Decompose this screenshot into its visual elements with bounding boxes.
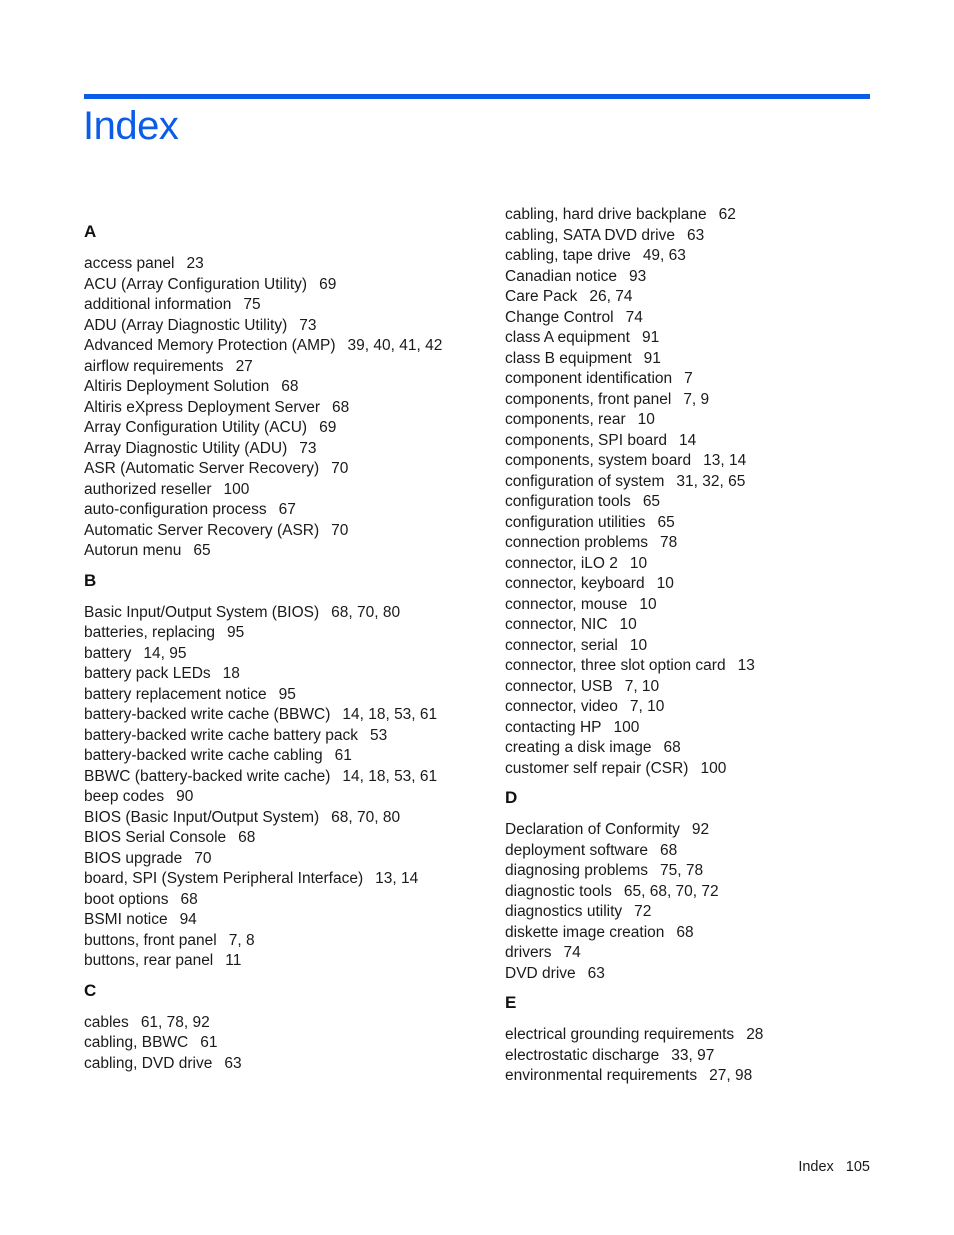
page-title: Index [83, 104, 179, 148]
entry-term: beep codes [84, 788, 165, 805]
entry-pages[interactable]: 90 [176, 788, 194, 805]
entry-pages[interactable]: 65 [193, 542, 211, 559]
entry-pages[interactable]: 7, 8 [228, 931, 255, 949]
index-entry [84, 787, 464, 808]
index-entry [84, 951, 464, 972]
entry-term: creating a disk image [505, 739, 652, 756]
entry-term: battery-backed write cache (BBWC) [84, 706, 331, 723]
entry-pages[interactable]: 63 [224, 1054, 242, 1072]
entry-pages[interactable]: 73 [299, 439, 317, 457]
entry-pages[interactable]: 18 [222, 665, 240, 682]
index-entry [505, 308, 885, 329]
index-entry [84, 623, 464, 644]
index-entry [84, 808, 464, 829]
index-entry [84, 664, 464, 685]
index-entry [505, 1046, 885, 1067]
entry-pages[interactable]: 13 [737, 657, 755, 674]
index-entry [84, 254, 464, 275]
index-entry [84, 316, 464, 337]
index-entry [505, 451, 885, 472]
entry-pages[interactable]: 10 [639, 595, 657, 613]
index-entry [84, 869, 464, 890]
entry-pages[interactable]: 65, 68, 70, 72 [623, 882, 719, 900]
entry-term: configuration tools [505, 493, 631, 510]
entry-term: Altiris eXpress Deployment Server [84, 398, 321, 416]
index-entry [505, 738, 885, 759]
page-number: 105 [845, 1159, 870, 1175]
entry-pages[interactable]: 91 [643, 349, 661, 367]
entry-term: Basic Input/Output System (BIOS) [84, 603, 320, 621]
entry-pages[interactable]: 10 [629, 554, 648, 572]
index-entries [84, 1013, 464, 1075]
index-entry [84, 480, 464, 501]
entry-pages[interactable]: 61 [334, 747, 352, 764]
entry-pages[interactable]: 95 [226, 624, 245, 641]
entry-term: environmental requirements [505, 1067, 698, 1084]
entry-pages[interactable]: 95 [278, 685, 296, 703]
entry-term: BIOS upgrade [84, 849, 183, 867]
index-entry [84, 890, 464, 911]
entry-term: Autorun menu [84, 542, 182, 559]
entry-term: connector, mouse [505, 595, 628, 613]
entry-pages[interactable]: 39, 40, 41, 42 [347, 337, 443, 354]
index-entry [84, 521, 464, 542]
index-entry [84, 828, 464, 849]
entry-term: diskette image creation [505, 923, 665, 941]
index-entry [505, 226, 885, 247]
entry-term: components, system board [505, 452, 692, 469]
index-entry [505, 349, 885, 370]
entry-term: ACU (Array Configuration Utility) [84, 275, 308, 293]
entry-pages[interactable]: 91 [641, 329, 660, 346]
entry-pages[interactable]: 14, 95 [143, 644, 187, 662]
index-entry [84, 275, 464, 296]
entry-term: cabling, BBWC [84, 1034, 189, 1051]
entry-term: Advanced Memory Protection (AMP) [84, 337, 336, 354]
index-entry [84, 849, 464, 870]
index-entry [505, 287, 885, 308]
index-section [84, 571, 464, 972]
page-footer [798, 1157, 870, 1177]
entry-pages[interactable]: 68 [663, 739, 681, 756]
entry-pages[interactable]: 68 [660, 841, 678, 859]
index-entry [505, 697, 885, 718]
entry-pages[interactable]: 63 [587, 964, 605, 982]
entry-term: battery pack LEDs [84, 665, 211, 682]
entry-pages[interactable]: 14 [679, 431, 697, 449]
entry-pages[interactable]: 28 [746, 1026, 764, 1043]
title-rule [84, 94, 870, 99]
entry-term: BBWC (battery-backed write cache) [84, 767, 331, 785]
entry-pages[interactable]: 14, 18, 53, 61 [342, 706, 438, 723]
entry-pages[interactable]: 7, 10 [624, 677, 660, 695]
entry-term: DVD drive [505, 964, 576, 982]
entry-pages[interactable]: 100 [613, 718, 640, 736]
entry-pages[interactable]: 65 [642, 493, 661, 510]
index-entries [84, 603, 464, 972]
entry-pages[interactable]: 70 [194, 849, 212, 867]
entry-pages[interactable]: 75, 78 [660, 862, 704, 879]
index-entry [84, 705, 464, 726]
entry-pages[interactable]: 10 [629, 636, 648, 654]
index-section [505, 205, 885, 779]
entry-pages[interactable]: 61 [200, 1034, 218, 1051]
entry-term: cabling, hard drive backplane [505, 206, 707, 223]
index-entry [505, 1025, 885, 1046]
entry-pages[interactable]: 94 [179, 911, 197, 928]
entry-pages[interactable]: 73 [299, 316, 317, 334]
entry-pages[interactable]: 74 [625, 308, 643, 326]
index-entry [505, 923, 885, 944]
entry-term: diagnosing problems [505, 862, 649, 879]
entry-pages[interactable]: 10 [656, 575, 674, 592]
entry-term: BIOS (Basic Input/Output System) [84, 808, 320, 826]
index-entries [505, 820, 885, 984]
entry-term: configuration of system [505, 472, 665, 490]
index-entry [505, 390, 885, 411]
entry-term: contacting HP [505, 718, 602, 736]
index-entry [505, 943, 885, 964]
entry-pages[interactable]: 33, 97 [671, 1046, 715, 1064]
index-entry [84, 377, 464, 398]
entry-term: components, front panel [505, 390, 672, 408]
entry-term: cables [84, 1013, 129, 1031]
entry-term: Care Pack [505, 288, 578, 305]
entry-term: airflow requirements [84, 357, 224, 375]
entry-term: buttons, front panel [84, 931, 217, 949]
index-entry [84, 439, 464, 460]
entry-term: Automatic Server Recovery (ASR) [84, 521, 320, 539]
entry-pages[interactable]: 68, 70, 80 [331, 603, 401, 621]
index-entry [505, 246, 885, 267]
entry-pages[interactable]: 53 [369, 726, 388, 744]
entry-term: connector, NIC [505, 616, 608, 633]
entry-pages[interactable]: 11 [225, 952, 242, 969]
index-entry [505, 328, 885, 349]
entry-term: connector, USB [505, 677, 613, 695]
index-column-left [84, 222, 464, 1083]
entry-pages[interactable]: 68 [676, 923, 694, 941]
index-entry [505, 902, 885, 923]
entry-pages[interactable]: 14, 18, 53, 61 [342, 767, 438, 785]
entry-term: drivers [505, 944, 552, 961]
index-section [505, 993, 885, 1087]
entry-term: Canadian notice [505, 267, 618, 285]
index-entry [505, 205, 885, 226]
entry-pages[interactable]: 68 [332, 398, 350, 416]
entry-pages[interactable]: 10 [637, 411, 655, 428]
index-entry [505, 595, 885, 616]
index-entry [505, 410, 885, 431]
section-letter: B [84, 570, 97, 590]
index-entry [84, 541, 464, 562]
entry-term: component identification [505, 370, 673, 387]
index-entries [505, 1025, 885, 1087]
index-entry [505, 759, 885, 780]
entry-term: components, rear [505, 411, 626, 428]
entry-pages[interactable]: 67 [278, 501, 296, 518]
entry-pages[interactable]: 27, 98 [709, 1067, 753, 1084]
index-entry [505, 882, 885, 903]
index-entry [84, 931, 464, 952]
entry-pages[interactable]: 7 [684, 370, 693, 387]
entry-pages[interactable]: 100 [223, 480, 250, 498]
index-entries [84, 254, 464, 562]
entry-pages[interactable]: 75 [243, 296, 261, 313]
index-section [505, 788, 885, 984]
entry-term: battery-backed write cache battery pack [84, 726, 358, 744]
index-entry [84, 459, 464, 480]
entry-term: connector, video [505, 698, 618, 715]
index-section [84, 222, 464, 562]
entry-term: BSMI notice [84, 911, 168, 928]
entry-term: electrical grounding requirements [505, 1026, 735, 1043]
entry-pages[interactable]: 7, 9 [683, 390, 710, 408]
entry-pages[interactable]: 68 [180, 890, 198, 908]
entry-term: battery replacement notice [84, 685, 267, 703]
entry-term: ASR (Automatic Server Recovery) [84, 460, 320, 477]
entry-term: additional information [84, 296, 232, 313]
entry-pages[interactable]: 69 [319, 275, 337, 293]
entry-term: battery [84, 644, 132, 662]
entry-term: ADU (Array Diagnostic Utility) [84, 316, 288, 334]
section-letter: C [84, 980, 97, 1000]
entry-pages[interactable]: 13, 14 [375, 870, 419, 887]
index-entry [505, 677, 885, 698]
entry-term: cabling, SATA DVD drive [505, 226, 675, 244]
index-entry [84, 398, 464, 419]
index-entry [505, 267, 885, 288]
index-entry [84, 500, 464, 521]
entry-pages[interactable]: 92 [691, 821, 710, 838]
index-entry [84, 357, 464, 378]
index-entry [505, 431, 885, 452]
entry-term: diagnostic tools [505, 882, 612, 900]
entry-term: auto-configuration process [84, 501, 267, 518]
index-entry [84, 644, 464, 665]
index-entry [505, 656, 885, 677]
entry-pages[interactable]: 78 [660, 534, 678, 551]
index-entry [505, 861, 885, 882]
entry-term: BIOS Serial Console [84, 829, 227, 846]
index-entry [505, 574, 885, 595]
index-section [84, 981, 464, 1075]
entry-pages[interactable]: 68 [238, 829, 256, 846]
index-entry [84, 1013, 464, 1034]
section-letter: A [84, 222, 97, 241]
entry-term: connector, serial [505, 636, 618, 654]
entry-term: authorized reseller [84, 480, 212, 498]
entry-pages[interactable]: 62 [718, 206, 736, 223]
index-entry [505, 472, 885, 493]
entry-term: boot options [84, 890, 169, 908]
entry-term: cabling, tape drive [505, 247, 631, 264]
entry-pages[interactable]: 72 [634, 903, 652, 920]
entry-pages[interactable]: 68 [281, 378, 299, 395]
index-entry [84, 767, 464, 788]
entry-pages[interactable]: 23 [186, 255, 204, 272]
index-entry [84, 336, 464, 357]
index-entry [505, 718, 885, 739]
index-entry [505, 1066, 885, 1087]
entry-term: cabling, DVD drive [84, 1054, 213, 1072]
entry-term: connector, keyboard [505, 575, 645, 592]
entry-term: components, SPI board [505, 431, 667, 449]
entry-pages[interactable]: 26, 74 [589, 288, 633, 305]
entry-term: Array Diagnostic Utility (ADU) [84, 439, 288, 457]
entry-term: access panel [84, 255, 175, 272]
entry-term: configuration utilities [505, 513, 646, 531]
section-letter: E [505, 993, 517, 1012]
entry-term: buttons, rear panel [84, 952, 214, 969]
index-entry [84, 726, 464, 747]
index-entry [505, 513, 885, 534]
index-entry [84, 910, 464, 931]
entry-term: Change Control [505, 308, 614, 326]
index-entries [505, 205, 885, 779]
entry-term: Declaration of Conformity [505, 821, 680, 838]
index-entry [84, 1054, 464, 1075]
entry-pages[interactable]: 68, 70, 80 [331, 808, 401, 826]
entry-term: electrostatic discharge [505, 1046, 660, 1064]
entry-term: connector, three slot option card [505, 657, 726, 674]
index-entry [505, 636, 885, 657]
section-letter: D [505, 788, 518, 807]
entry-pages[interactable]: 65 [657, 513, 675, 531]
index-entry [505, 533, 885, 554]
index-entry [84, 418, 464, 439]
entry-term: Altiris Deployment Solution [84, 378, 270, 395]
entry-pages[interactable]: 13, 14 [703, 452, 747, 469]
entry-pages[interactable]: 70 [331, 460, 349, 477]
entry-term: diagnostics utility [505, 903, 623, 920]
index-entry [505, 615, 885, 636]
entry-pages[interactable]: 31, 32, 65 [676, 472, 746, 490]
entry-term: deployment software [505, 841, 649, 859]
index-entry [84, 603, 464, 624]
index-entry [84, 746, 464, 767]
entry-term: class B equipment [505, 349, 632, 367]
entry-pages[interactable]: 61, 78, 92 [140, 1013, 210, 1031]
entry-term: customer self repair (CSR) [505, 759, 689, 777]
entry-pages[interactable]: 63 [687, 226, 705, 244]
index-column-right [505, 205, 885, 1096]
entry-term: board, SPI (System Peripheral Interface) [84, 870, 364, 887]
entry-term: batteries, replacing [84, 624, 215, 641]
entry-term: battery-backed write cache cabling [84, 747, 323, 764]
entry-term: class A equipment [505, 329, 630, 346]
footer-label: Index [798, 1159, 834, 1175]
entry-term: connector, iLO 2 [505, 554, 618, 572]
index-entry [84, 685, 464, 706]
index-entry [505, 964, 885, 985]
index-entry [84, 1033, 464, 1054]
entry-pages[interactable]: 74 [563, 944, 581, 961]
index-entry [505, 841, 885, 862]
entry-pages[interactable]: 27 [235, 357, 253, 375]
entry-term: Array Configuration Utility (ACU) [84, 419, 308, 436]
entry-pages[interactable]: 70 [331, 521, 349, 539]
index-entry [505, 492, 885, 513]
entry-pages[interactable]: 7, 10 [629, 698, 665, 715]
entry-pages[interactable]: 100 [700, 759, 727, 777]
index-entry [505, 820, 885, 841]
index-entry [84, 295, 464, 316]
entry-term: connection problems [505, 534, 649, 551]
entry-pages[interactable]: 69 [319, 419, 337, 436]
entry-pages[interactable]: 10 [619, 616, 637, 633]
entry-pages[interactable]: 49, 63 [642, 247, 686, 264]
index-entry [505, 369, 885, 390]
index-entry [505, 554, 885, 575]
entry-pages[interactable]: 93 [629, 267, 647, 285]
